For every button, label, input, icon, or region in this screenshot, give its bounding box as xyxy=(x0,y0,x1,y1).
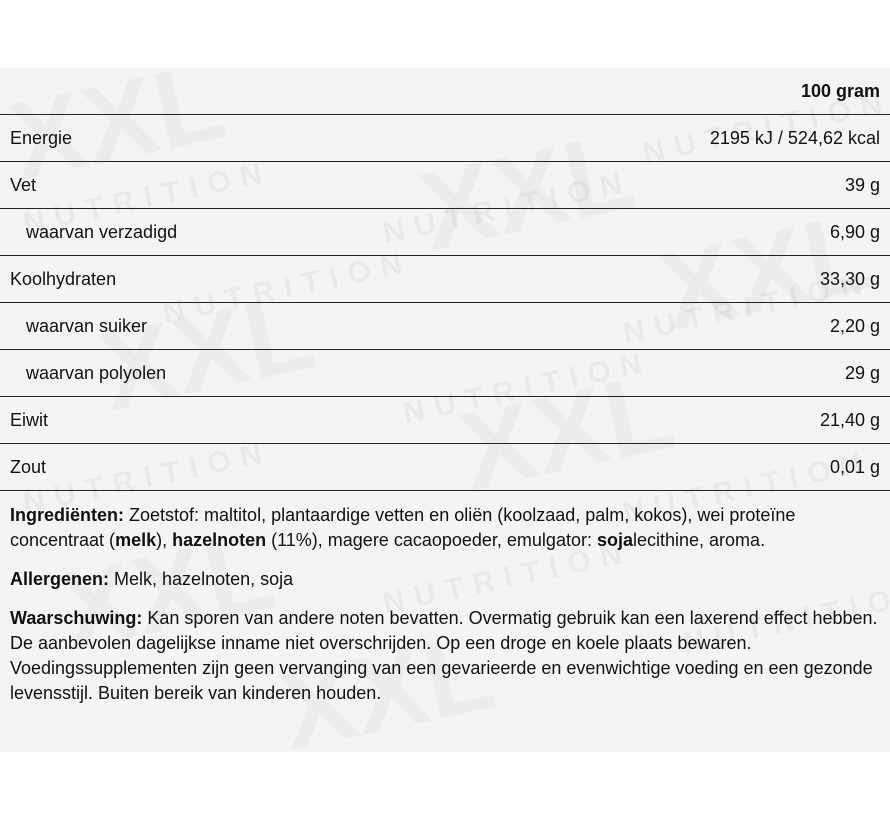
table-row xyxy=(0,256,890,303)
nutrition-table xyxy=(0,68,890,491)
ingredients-text: (11%), magere cacaopoeder, emulgator: xyxy=(266,530,597,550)
table-row xyxy=(0,115,890,162)
allergen-highlight: soja xyxy=(596,530,633,550)
nutrient-value: 39 g xyxy=(441,162,890,209)
warning-label: Waarschuwing: xyxy=(10,608,143,628)
nutrient-value: 6,90 g xyxy=(441,209,890,256)
nutrient-value: 21,40 g xyxy=(441,397,890,444)
nutrient-value: 0,01 g xyxy=(441,444,890,491)
warning-paragraph xyxy=(10,606,880,706)
table-header-row xyxy=(0,68,890,115)
nutrient-label: Vet xyxy=(0,162,441,209)
nutrient-value: 33,30 g xyxy=(441,256,890,303)
ingredients-label: Ingrediënten: xyxy=(10,505,125,525)
allergens-paragraph xyxy=(10,567,880,592)
nutrient-label: Koolhydraten xyxy=(0,256,441,303)
table-row xyxy=(0,350,890,397)
ingredients-text: ), xyxy=(156,530,173,550)
warning-text: Kan sporen van andere noten bevatten. Overmatig gebruik kan een laxerend effect hebben. De aanbevolen dagelijkse inname niet overschrijden. Op een droge en koele plaats bewaren. Voedingssupplementen zijn geen vervanging van een gevarieerde en evenwichtige voeding en een gezonde levensstijl. Buiten bereik van kinderen houden. xyxy=(10,608,878,703)
table-row xyxy=(0,397,890,444)
product-info xyxy=(0,503,890,706)
allergens-text: Melk, hazelnoten, soja xyxy=(109,569,294,589)
allergen-highlight: melk xyxy=(115,530,157,550)
nutrient-label: Energie xyxy=(0,115,441,162)
nutrient-sublabel: waarvan suiker xyxy=(0,303,441,350)
nutrition-panel xyxy=(0,68,890,752)
nutrient-label: Zout xyxy=(0,444,441,491)
table-row xyxy=(0,209,890,256)
nutrient-value: 2195 kJ / 524,62 kcal xyxy=(441,115,890,162)
allergen-highlight: hazelnoten xyxy=(172,530,267,550)
label-content xyxy=(0,68,890,706)
nutrient-sublabel: waarvan polyolen xyxy=(0,350,441,397)
nutrient-value: 2,20 g xyxy=(441,303,890,350)
column-header-per-100g: 100 gram xyxy=(0,68,890,115)
table-row xyxy=(0,444,890,491)
allergens-label: Allergenen: xyxy=(10,569,110,589)
table-row xyxy=(0,162,890,209)
table-row xyxy=(0,303,890,350)
nutrient-sublabel: waarvan verzadigd xyxy=(0,209,441,256)
ingredients-paragraph xyxy=(10,503,880,553)
ingredients-text: Zoetstof: maltitol, plantaardige vetten en oliën (koolzaad, palm, kokos), wei proteïne concentraat ( xyxy=(10,505,796,550)
nutrient-value: 29 g xyxy=(441,350,890,397)
nutrient-label: Eiwit xyxy=(0,397,441,444)
ingredients-text: lecithine, aroma. xyxy=(633,530,766,550)
